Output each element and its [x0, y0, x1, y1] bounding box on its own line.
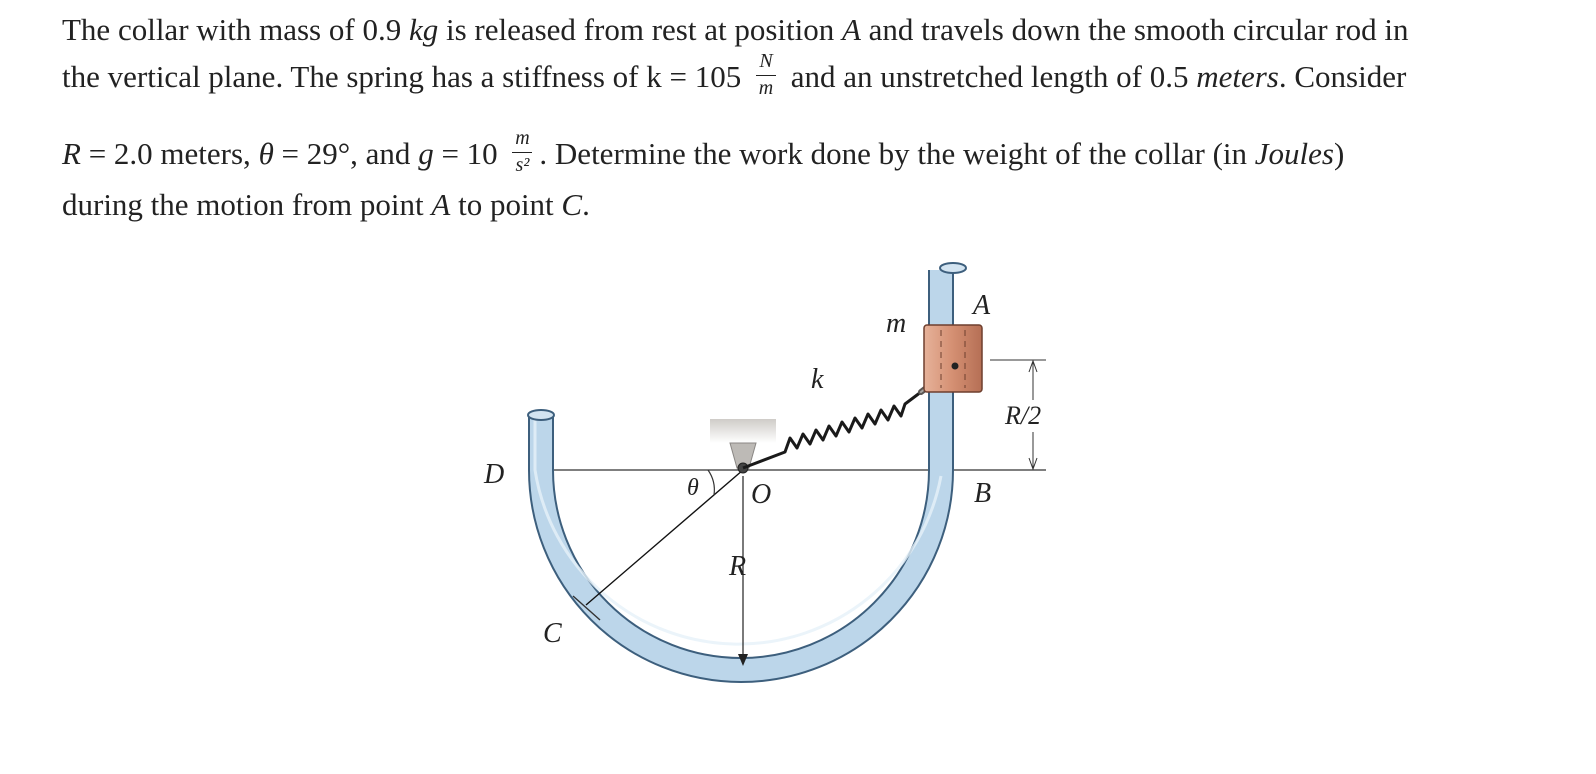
label-b: B [974, 478, 992, 509]
radius-line-oc [586, 470, 743, 605]
fraction-denominator: m [758, 77, 774, 99]
label-theta: θ [687, 475, 699, 501]
text-segment: during the motion from point [62, 187, 432, 222]
theta-arc [708, 470, 714, 495]
label-c: C [543, 618, 562, 649]
text-segment: and travels down the smooth circular rod in [860, 12, 1409, 47]
text-segment: = 29°, and [273, 136, 419, 171]
fraction-numerator: m [515, 127, 530, 149]
text-segment: = 10 [433, 136, 506, 171]
text-segment: The collar with mass of 0.9 [62, 12, 409, 47]
fraction-numerator: N [759, 50, 773, 72]
label-r-half: R/2 [1005, 401, 1042, 430]
label-o: O [751, 479, 772, 510]
fixed-support [710, 419, 776, 443]
text-segment: = 2.0 meters, [80, 136, 259, 171]
unit-meters: meters [1196, 59, 1279, 94]
unit-kg: kg [408, 12, 439, 47]
label-k: k [811, 364, 824, 395]
var-g: g [418, 136, 434, 171]
text-segment: . Determine the work done by the weight of the collar (in [539, 136, 1255, 171]
text-segment: ) [1334, 136, 1345, 171]
text-segment: the vertical plane. The spring has a stiffness of k = 105 [62, 59, 749, 94]
collar-pin [952, 363, 959, 370]
text-segment: and an unstretched length of 0.5 [782, 59, 1197, 94]
unit-joules: Joules [1254, 136, 1334, 171]
var-R: R [62, 136, 81, 171]
label-m: m [886, 308, 907, 339]
text-segment: to point [450, 187, 562, 222]
text-segment: . Consider [1278, 59, 1407, 94]
text-segment: is released from rest at position [438, 12, 842, 47]
label-d: D [484, 459, 505, 490]
var-A: A [841, 12, 861, 47]
var-theta: θ [258, 136, 274, 171]
var-A: A [431, 187, 451, 222]
text-segment: . [582, 187, 590, 222]
collar [924, 325, 982, 392]
var-C: C [561, 187, 583, 222]
label-r: R [729, 551, 747, 582]
rod-end-left [528, 410, 554, 420]
rod-end-top [940, 263, 966, 273]
fraction-denominator: s² [515, 154, 530, 176]
label-a: A [973, 290, 991, 321]
